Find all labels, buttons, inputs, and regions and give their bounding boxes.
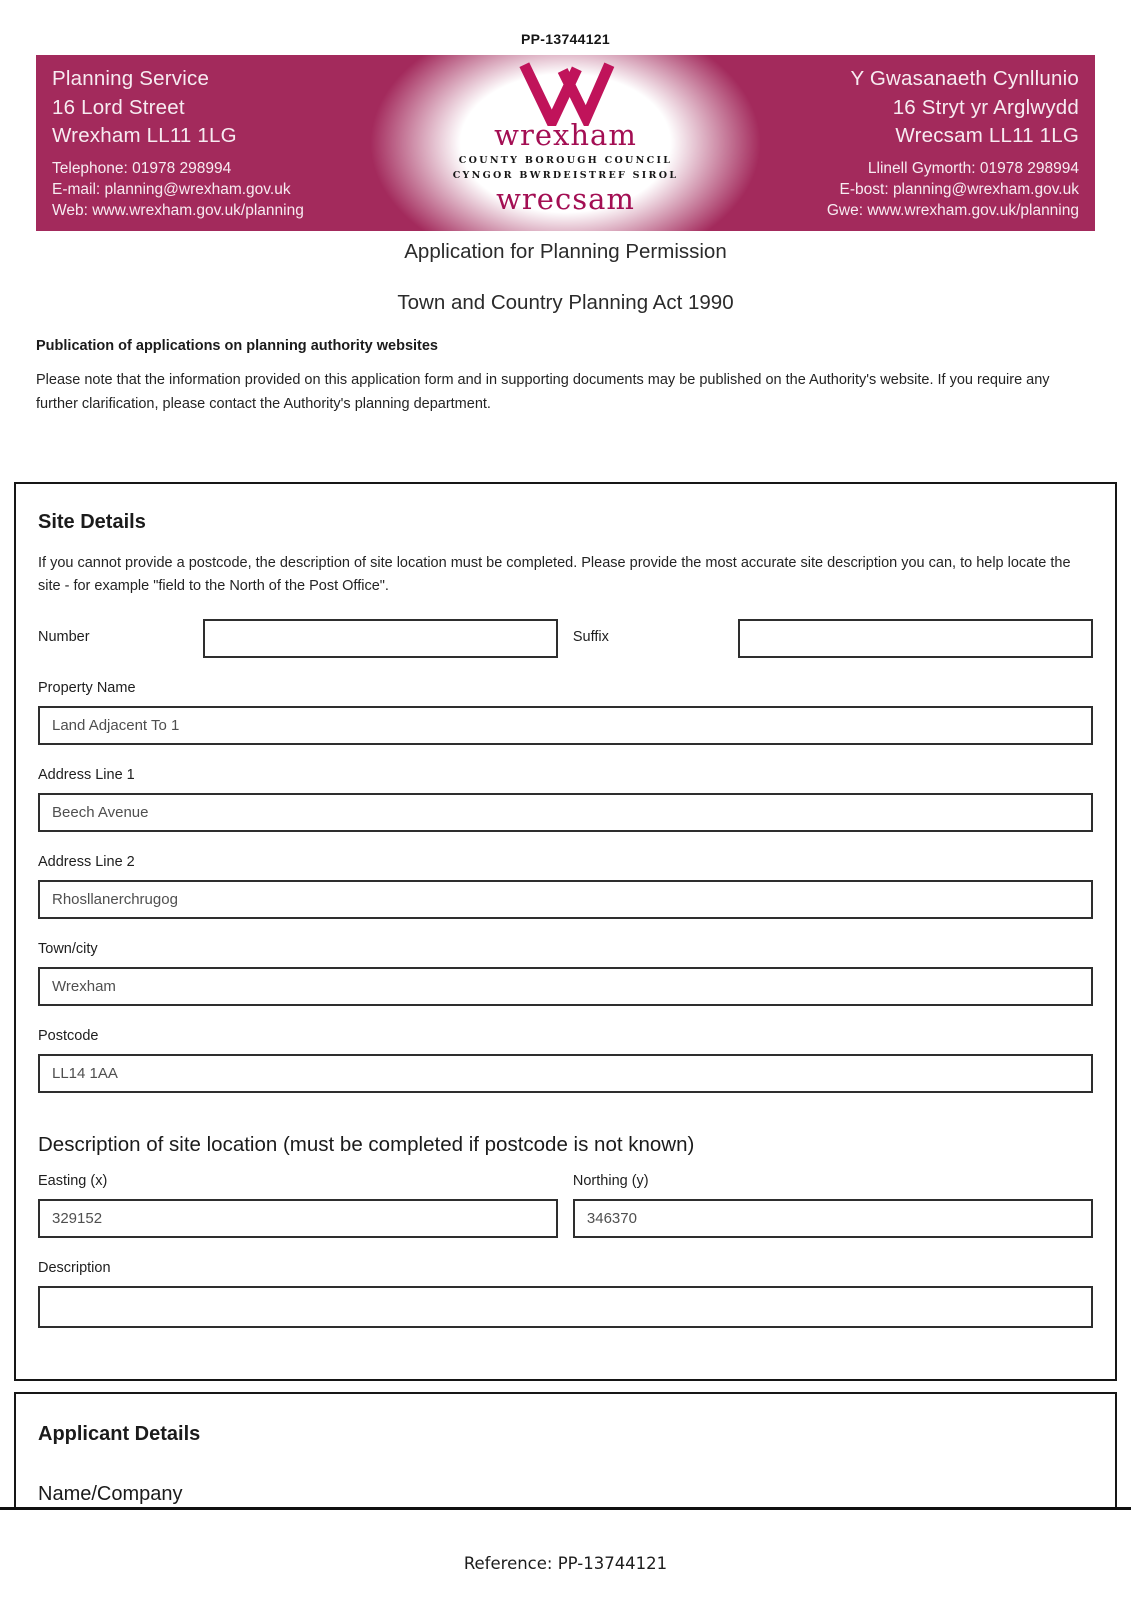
contact-details-english	[52, 158, 304, 221]
number-input[interactable]	[203, 619, 558, 658]
email-line: E-bost: planning@wrexham.gov.uk	[839, 180, 1079, 198]
easting-label: Easting (x)	[38, 1173, 108, 1189]
suffix-input[interactable]	[738, 619, 1093, 658]
page-divider	[0, 1507, 1131, 1510]
contact-details-welsh	[827, 158, 1079, 221]
footer-reference: Reference: PP-13744121	[463, 1554, 668, 1573]
description-input[interactable]	[38, 1286, 1093, 1328]
property-name-label: Property Name	[38, 680, 136, 696]
page-title: Application for Planning Permission	[404, 240, 727, 263]
number-suffix-row	[38, 619, 1093, 658]
banner-address-english	[52, 65, 304, 221]
wrexham-logo	[416, 60, 716, 215]
address-line-2-input[interactable]	[38, 880, 1093, 919]
address-line: Wrexham LL11 1LG	[52, 124, 237, 147]
site-details-heading: Site Details	[38, 511, 146, 533]
town-city-label: Town/city	[38, 941, 98, 957]
suffix-label: Suffix	[572, 629, 609, 645]
address-line-2-field-group	[38, 854, 1093, 919]
address-line: Planning Service	[52, 67, 210, 90]
northing-input[interactable]	[573, 1199, 1093, 1238]
planning-service-address	[52, 65, 304, 151]
address-line-1-input[interactable]	[38, 793, 1093, 832]
top-reference: PP-13744121	[521, 31, 610, 47]
address-line: Y Gwasanaeth Cynllunio	[850, 67, 1079, 90]
easting-input[interactable]	[38, 1199, 558, 1238]
number-field-group	[38, 619, 558, 658]
property-name-field-group	[38, 680, 1093, 745]
northing-field-group	[573, 1173, 1093, 1238]
publication-heading: Publication of applications on planning authority websites	[36, 338, 438, 354]
email-line: E-mail: planning@wrexham.gov.uk	[52, 180, 291, 198]
description-field-group	[38, 1260, 1093, 1328]
wrexham-w-icon	[516, 60, 616, 126]
address-line: Wrecsam LL11 1LG	[895, 124, 1079, 147]
logo-caps-welsh: CYNGOR BWRDEISTREF SIROL	[452, 170, 679, 181]
web-line: Web: www.wrexham.gov.uk/planning	[52, 201, 304, 219]
number-label: Number	[38, 629, 90, 645]
address-line-1-field-group	[38, 767, 1093, 832]
applicant-details-heading: Applicant Details	[38, 1423, 201, 1445]
telephone-line: Telephone: 01978 298994	[52, 159, 232, 177]
logo-wordmark-welsh: wrecsam	[496, 182, 635, 216]
postcode-label: Postcode	[38, 1028, 99, 1044]
telephone-line: Llinell Gymorth: 01978 298994	[867, 159, 1079, 177]
town-city-input[interactable]	[38, 967, 1093, 1006]
address-line-2-label: Address Line 2	[38, 854, 135, 870]
site-location-heading: Description of site location (must be completed if postcode is not known)	[38, 1133, 695, 1156]
logo-wordmark-english: wrexham	[494, 118, 637, 152]
name-company-label: Name/Company	[38, 1483, 183, 1505]
property-name-input[interactable]	[38, 706, 1093, 745]
site-details-section	[14, 482, 1117, 1381]
postcode-field-group	[38, 1028, 1093, 1093]
address-line: 16 Stryt yr Arglwydd	[892, 95, 1079, 119]
northing-label: Northing (y)	[572, 1173, 649, 1189]
page-subtitle: Town and Country Planning Act 1990	[397, 291, 734, 314]
site-details-intro: If you cannot provide a postcode, the description of site location must be completed. Please provide the most accurate site description you can, to help locate the site - for example "field to the North of the Post Office".	[38, 555, 1071, 594]
easting-field-group	[38, 1173, 558, 1238]
publication-note: Please note that the information provided on this application form and in supporting documents may be published on the Authority's website. If you require any further clarification, please contact the Authority's planning department.	[36, 372, 1050, 412]
logo-caps-english: COUNTY BOROUGH COUNCIL	[458, 155, 673, 166]
address-line-1-label: Address Line 1	[38, 767, 135, 783]
description-label: Description	[38, 1260, 111, 1276]
easting-northing-row	[38, 1173, 1093, 1238]
applicant-details-section	[14, 1392, 1117, 1507]
header-banner	[36, 55, 1095, 231]
planning-service-address-welsh	[827, 65, 1079, 151]
banner-address-welsh	[827, 65, 1079, 221]
address-line: 16 Lord Street	[52, 95, 185, 119]
web-line: Gwe: www.wrexham.gov.uk/planning	[826, 201, 1079, 219]
postcode-input[interactable]	[38, 1054, 1093, 1093]
town-city-field-group	[38, 941, 1093, 1006]
suffix-field-group	[573, 619, 1093, 658]
